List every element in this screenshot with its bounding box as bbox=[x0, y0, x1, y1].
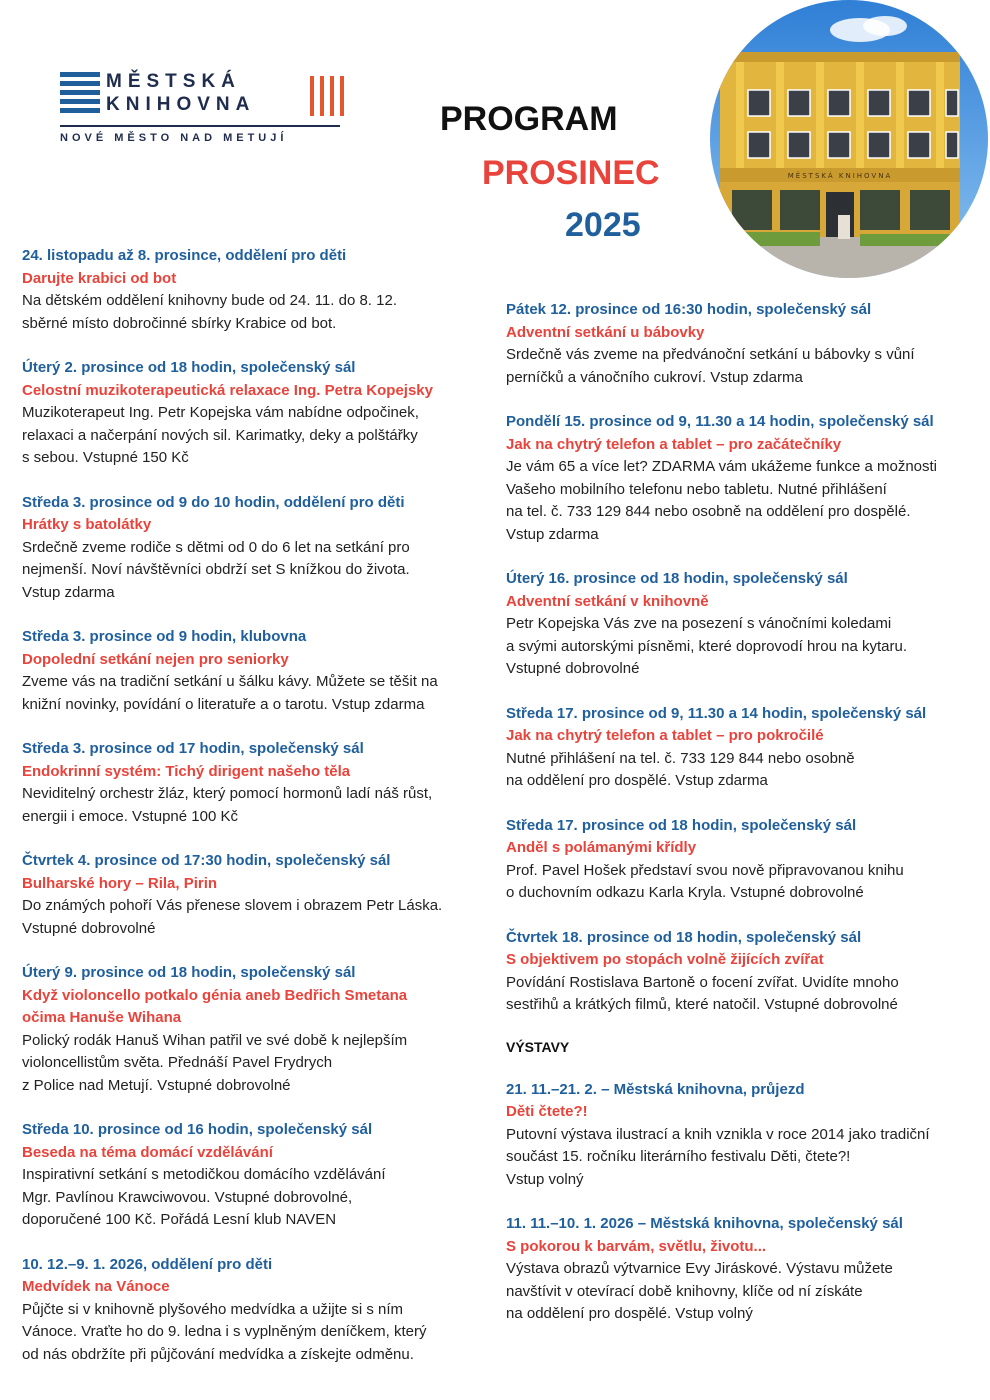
event-description-line: součást 15. ročníku literárního festivalu Děti, čtete?! bbox=[506, 1148, 851, 1165]
heading-program: PROGRAM bbox=[440, 100, 618, 138]
event-description-line: Prof. Pavel Hošek představí svou nově připravovanou knihu bbox=[506, 861, 904, 879]
event-date: Úterý 9. prosince od 18 hodin, společenský sál bbox=[22, 964, 356, 981]
event-date: Středa 17. prosince od 9, 11.30 a 14 hodin, společenský sál bbox=[506, 704, 927, 722]
event-description-line: Vstup zdarma bbox=[506, 525, 599, 543]
event-description-line: Do známých pohoří Vás přenese slovem i obrazem Petr Láska. bbox=[22, 897, 443, 914]
building-sign: MĚSTSKÁ KNIHOVNA bbox=[787, 172, 893, 180]
event-description-line: od nás obdržíte při půjčování medvídka a získejte odměnu. bbox=[22, 1345, 414, 1363]
heading-year: 2025 bbox=[565, 206, 641, 244]
exhibition-item bbox=[506, 1079, 976, 1192]
logo-subtitle: NOVÉ MĚSTO NAD METUJÍ bbox=[60, 132, 288, 144]
event-description bbox=[506, 344, 976, 389]
event-description-line: doporučené 100 Kč. Pořádá Lesní klub NAVEN bbox=[22, 1211, 337, 1228]
event-description-line: Mgr. Pavlínou Krawciwovou. Vstupné dobrovolné, bbox=[22, 1188, 353, 1206]
event-description-line: navštívit v otevírací době knihovny, klíče od ní získáte bbox=[506, 1282, 863, 1300]
event-item bbox=[22, 626, 482, 716]
event-description bbox=[506, 972, 976, 1017]
event-date: Středa 17. prosince od 18 hodin, společenský sál bbox=[506, 816, 857, 834]
event-description bbox=[506, 1258, 976, 1326]
event-description-line: Nutné přihlášení na tel. č. 733 129 844 nebo osobně bbox=[506, 749, 855, 767]
events-right-list bbox=[506, 299, 976, 1017]
event-item bbox=[22, 850, 482, 940]
event-title: Beseda na téma domácí vzdělávání bbox=[22, 1143, 273, 1161]
event-title: Jak na chytrý telefon a tablet – pro pokročilé bbox=[506, 727, 824, 744]
event-description-line: na oddělení pro dospělé. Vstup zdarma bbox=[506, 772, 768, 789]
logo-divider bbox=[60, 125, 340, 127]
event-item bbox=[506, 568, 976, 681]
event-description bbox=[506, 1124, 976, 1192]
event-title: Celostní muzikoterapeutická relaxace Ing. Petra Kopejsky bbox=[22, 381, 433, 399]
event-date: Pondělí 15. prosince od 9, 11.30 a 14 hodin, společenský sál bbox=[506, 413, 934, 430]
events-right-column bbox=[506, 299, 976, 1348]
event-item bbox=[22, 1254, 482, 1367]
event-description bbox=[506, 748, 976, 793]
event-date: Středa 10. prosince od 16 hodin, společenský sál bbox=[22, 1121, 373, 1138]
event-description-line: sběrné místo dobročinné sbírky Krabice od bot. bbox=[22, 314, 337, 332]
event-description-line: violoncellistům světa. Přednáší Pavel Frydrych bbox=[22, 1054, 333, 1071]
event-description-line: nejmenší. Noví návštěvníci obdrží set S knížkou do života. bbox=[22, 561, 410, 578]
event-description-line: perníčků a vánočního cukroví. Vstup zdarma bbox=[506, 368, 803, 386]
event-description bbox=[22, 895, 482, 940]
event-date: Čtvrtek 4. prosince od 17:30 hodin, společenský sál bbox=[22, 852, 391, 869]
event-title: S objektivem po stopách volně žijících zvířat bbox=[506, 951, 824, 968]
logo-stripes-icon bbox=[60, 72, 100, 117]
logo-line-1: MĚSTSKÁ bbox=[106, 71, 241, 92]
event-item bbox=[506, 927, 976, 1017]
event-date: 11. 11.–10. 1. 2026 – Městská knihovna, společenský sál bbox=[506, 1215, 903, 1232]
event-date: 21. 11.–21. 2. – Městská knihovna, průjezd bbox=[506, 1080, 805, 1098]
library-building-photo bbox=[710, 0, 988, 278]
event-date: Úterý 16. prosince od 18 hodin, společenský sál bbox=[506, 570, 848, 587]
event-description-line: Na dětském oddělení knihovny bude od 24. 11. do 8. 12. bbox=[22, 292, 397, 309]
event-date: Pátek 12. prosince od 16:30 hodin, společenský sál bbox=[506, 301, 872, 318]
event-description-line: Je vám 65 a více let? ZDARMA vám ukážeme funkce a možnosti bbox=[506, 458, 938, 475]
event-title: S pokorou k barvám, světlu, životu... bbox=[506, 1237, 767, 1255]
event-description-line: Petr Kopejska Vás zve na posezení s vánočními koledami bbox=[506, 615, 892, 632]
event-description-line: knižní novinky, povídání o literatuře a o tarotu. Vstup zdarma bbox=[22, 695, 425, 713]
event-description bbox=[22, 537, 482, 605]
event-description-line: Polický rodák Hanuš Wihan patřil ve své době k nejlepším bbox=[22, 1031, 408, 1049]
event-description bbox=[22, 1164, 482, 1232]
event-description-line: s sebou. Vstupné 150 Kč bbox=[22, 449, 189, 466]
event-description-line: Vašeho mobilního telefonu nebo tabletu. Nutné přihlášení bbox=[506, 480, 887, 498]
event-description bbox=[22, 290, 482, 335]
event-item bbox=[22, 245, 482, 335]
events-left-list bbox=[22, 245, 482, 1366]
event-title: Děti čtete?! bbox=[506, 1103, 588, 1120]
event-date: 24. listopadu až 8. prosince, oddělení pro děti bbox=[22, 247, 347, 264]
event-date: Středa 3. prosince od 17 hodin, společenský sál bbox=[22, 740, 364, 757]
logo-bars-icon bbox=[310, 76, 344, 116]
event-item bbox=[22, 738, 482, 828]
event-title: Když violoncello potkalo génia aneb Bedřich Smetana bbox=[22, 986, 408, 1004]
event-description-line: Povídání Rostislava Bartoně o focení zvířat. Uvidíte mnoho bbox=[506, 973, 899, 991]
event-description-line: sestřihů a krátkých filmů, které natočil. Vstupné dobrovolné bbox=[506, 996, 898, 1013]
heading-month: PROSINEC bbox=[482, 154, 660, 192]
event-description-line: Výstava obrazů výtvarnice Evy Jiráskové. Výstavu můžete bbox=[506, 1260, 893, 1277]
event-description-line: z Police nad Metují. Vstupné dobrovolné bbox=[22, 1076, 291, 1094]
event-description-line: Vstupné dobrovolné bbox=[22, 919, 156, 937]
event-description bbox=[22, 402, 482, 470]
event-description-line: o duchovním odkazu Karla Kryla. Vstupné dobrovolné bbox=[506, 884, 864, 901]
event-description-line: Zveme vás na tradiční setkání u šálku kávy. Můžete se těšit na bbox=[22, 673, 438, 690]
event-item bbox=[22, 492, 482, 605]
event-description-line: energii i emoce. Vstupné 100 Kč bbox=[22, 807, 238, 825]
event-description-line: Vstup volný bbox=[506, 1170, 584, 1188]
event-date: Úterý 2. prosince od 18 hodin, společenský sál bbox=[22, 359, 356, 376]
event-item bbox=[506, 411, 976, 546]
event-item bbox=[22, 357, 482, 470]
event-title: Endokrinní systém: Tichý dirigent našeho těla bbox=[22, 762, 351, 780]
exhibitions-heading: VÝSTAVY bbox=[506, 1038, 570, 1055]
exhibitions-list bbox=[506, 1079, 976, 1326]
event-description bbox=[506, 456, 976, 546]
building-illustration bbox=[710, 0, 988, 278]
exhibition-item bbox=[506, 1213, 976, 1326]
event-title: Dopolední setkání nejen pro seniorky bbox=[22, 650, 289, 668]
event-date: Čtvrtek 18. prosince od 18 hodin, společenský sál bbox=[506, 928, 862, 946]
event-title: Jak na chytrý telefon a tablet – pro začátečníky bbox=[506, 435, 842, 453]
event-description bbox=[506, 613, 976, 681]
event-date: Středa 3. prosince od 9 hodin, klubovna bbox=[22, 628, 307, 645]
event-description-line: Srdečně zveme rodiče s dětmi od 0 do 6 let na setkání pro bbox=[22, 538, 410, 556]
event-title: Medvídek na Vánoce bbox=[22, 1278, 170, 1295]
event-title: očima Hanuše Wihana bbox=[22, 1009, 182, 1026]
event-title: Anděl s polámanými křídly bbox=[506, 839, 697, 856]
logo-title bbox=[106, 70, 255, 116]
event-description-line: na oddělení pro dospělé. Vstup volný bbox=[506, 1305, 753, 1322]
event-description-line: Muzikoterapeut Ing. Petr Kopejska vám nabídne odpočinek, bbox=[22, 404, 419, 421]
event-item bbox=[22, 1119, 482, 1232]
event-description bbox=[22, 1299, 482, 1367]
logo-line-2: KNIHOVNA bbox=[106, 94, 256, 115]
event-description-line: Putovní výstava ilustrací a knih vznikla v roce 2014 jako tradiční bbox=[506, 1125, 930, 1143]
event-description bbox=[22, 1030, 482, 1098]
library-logo bbox=[60, 70, 340, 155]
event-item bbox=[22, 962, 482, 1097]
event-title: Bulharské hory – Rila, Pirin bbox=[22, 874, 218, 892]
event-description-line: Neviditelný orchestr žláz, který pomocí hormonů ladí náš růst, bbox=[22, 785, 433, 802]
event-description-line: Půjčte si v knihovně plyšového medvídka a užijte si s ním bbox=[22, 1300, 404, 1318]
event-title: Adventní setkání v knihovně bbox=[506, 592, 709, 610]
event-description-line: Vstupné dobrovolné bbox=[506, 660, 640, 677]
event-date: 10. 12.–9. 1. 2026, oddělení pro děti bbox=[22, 1255, 273, 1273]
event-item bbox=[506, 703, 976, 793]
event-item bbox=[506, 299, 976, 389]
event-date: Středa 3. prosince od 9 do 10 hodin, oddělení pro děti bbox=[22, 493, 405, 511]
event-description-line: relaxaci a načerpání nových sil. Karimatky, deky a polštářky bbox=[22, 426, 418, 444]
event-description bbox=[506, 860, 976, 905]
event-description-line: a svými autorskými písněmi, které doprovodí hrou na kytaru. bbox=[506, 637, 908, 655]
events-left-column bbox=[22, 245, 482, 1388]
event-title: Darujte krabici od bot bbox=[22, 269, 177, 287]
event-item bbox=[506, 815, 976, 905]
event-description-line: Vánoce. Vraťte ho do 9. ledna i s vyplněným deníčkem, který bbox=[22, 1323, 427, 1340]
event-description bbox=[22, 783, 482, 828]
event-description-line: Inspirativní setkání s metodičkou domácího vzdělávání bbox=[22, 1166, 386, 1183]
event-description-line: na tel. č. 733 129 844 nebo osobně na oddělení pro dospělé. bbox=[506, 503, 911, 520]
event-title: Adventní setkání u bábovky bbox=[506, 323, 705, 341]
event-description-line: Vstup zdarma bbox=[22, 583, 115, 601]
event-title: Hrátky s batolátky bbox=[22, 516, 152, 533]
event-description-line: Srdečně vás zveme na předvánoční setkání u bábovky s vůní bbox=[506, 346, 915, 363]
event-description bbox=[22, 671, 482, 716]
